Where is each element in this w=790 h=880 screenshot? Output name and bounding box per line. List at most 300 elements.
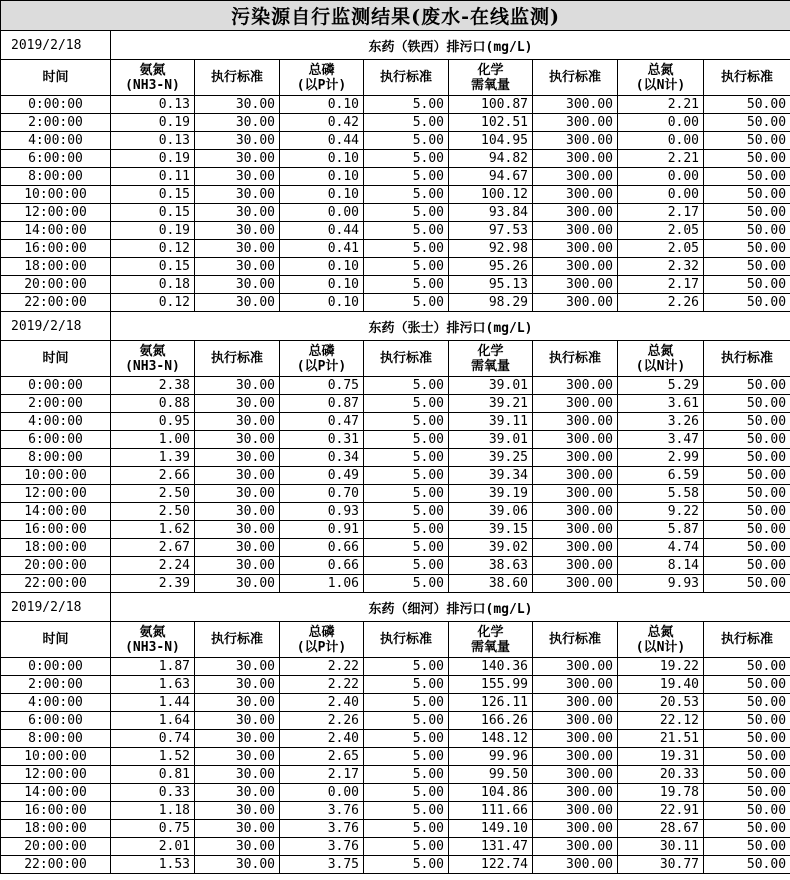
value-cell: 50.00 xyxy=(704,240,790,258)
table-row xyxy=(1,395,790,413)
column-header: 氨氮 (NH3-N) xyxy=(111,341,195,377)
value-cell: 22.91 xyxy=(618,802,704,820)
value-cell: 0.18 xyxy=(111,276,195,294)
value-cell: 94.82 xyxy=(449,150,533,168)
value-cell: 50.00 xyxy=(704,748,790,766)
value-cell: 5.00 xyxy=(364,294,449,312)
value-cell: 1.06 xyxy=(280,575,364,593)
value-cell: 300.00 xyxy=(533,150,618,168)
value-cell: 97.53 xyxy=(449,222,533,240)
value-cell: 300.00 xyxy=(533,449,618,467)
value-cell: 39.01 xyxy=(449,377,533,395)
value-cell: 0.75 xyxy=(280,377,364,395)
value-cell: 50.00 xyxy=(704,395,790,413)
value-cell: 6.59 xyxy=(618,467,704,485)
table-row xyxy=(1,820,790,838)
time-cell: 8:00:00 xyxy=(1,730,111,748)
table-row xyxy=(1,377,790,395)
value-cell: 50.00 xyxy=(704,258,790,276)
table-row xyxy=(1,413,790,431)
value-cell: 3.76 xyxy=(280,838,364,856)
column-header: 总氮 (以N计) xyxy=(618,341,704,377)
time-cell: 20:00:00 xyxy=(1,838,111,856)
time-cell: 2:00:00 xyxy=(1,114,111,132)
value-cell: 30.00 xyxy=(195,856,280,874)
value-cell: 5.00 xyxy=(364,748,449,766)
value-cell: 30.00 xyxy=(195,413,280,431)
value-cell: 30.00 xyxy=(195,521,280,539)
table-row xyxy=(1,467,790,485)
value-cell: 5.00 xyxy=(364,485,449,503)
table-row xyxy=(1,838,790,856)
value-cell: 50.00 xyxy=(704,521,790,539)
value-cell: 300.00 xyxy=(533,395,618,413)
value-cell: 50.00 xyxy=(704,676,790,694)
time-cell: 22:00:00 xyxy=(1,575,111,593)
value-cell: 5.00 xyxy=(364,449,449,467)
value-cell: 3.47 xyxy=(618,431,704,449)
table-row xyxy=(1,766,790,784)
value-cell: 50.00 xyxy=(704,658,790,676)
value-cell: 30.00 xyxy=(195,186,280,204)
section-header-row xyxy=(1,593,790,622)
value-cell: 30.00 xyxy=(195,467,280,485)
value-cell: 30.00 xyxy=(195,503,280,521)
value-cell: 5.00 xyxy=(364,168,449,186)
value-cell: 2.26 xyxy=(280,712,364,730)
value-cell: 30.11 xyxy=(618,838,704,856)
value-cell: 5.00 xyxy=(364,503,449,521)
value-cell: 30.00 xyxy=(195,449,280,467)
table-row xyxy=(1,240,790,258)
value-cell: 5.00 xyxy=(364,730,449,748)
value-cell: 39.06 xyxy=(449,503,533,521)
value-cell: 98.29 xyxy=(449,294,533,312)
column-header: 执行标准 xyxy=(195,60,280,96)
table-row xyxy=(1,676,790,694)
value-cell: 2.05 xyxy=(618,222,704,240)
value-cell: 2.38 xyxy=(111,377,195,395)
value-cell: 300.00 xyxy=(533,730,618,748)
value-cell: 3.26 xyxy=(618,413,704,431)
value-cell: 0.70 xyxy=(280,485,364,503)
value-cell: 104.86 xyxy=(449,784,533,802)
table-row xyxy=(1,204,790,222)
value-cell: 50.00 xyxy=(704,838,790,856)
value-cell: 5.58 xyxy=(618,485,704,503)
value-cell: 300.00 xyxy=(533,784,618,802)
value-cell: 100.12 xyxy=(449,186,533,204)
value-cell: 30.00 xyxy=(195,820,280,838)
time-cell: 12:00:00 xyxy=(1,485,111,503)
title-row xyxy=(1,1,790,31)
value-cell: 50.00 xyxy=(704,766,790,784)
value-cell: 0.75 xyxy=(111,820,195,838)
value-cell: 300.00 xyxy=(533,521,618,539)
value-cell: 126.11 xyxy=(449,694,533,712)
value-cell: 2.01 xyxy=(111,838,195,856)
value-cell: 5.00 xyxy=(364,276,449,294)
value-cell: 2.26 xyxy=(618,294,704,312)
section-outlet-title: 东药（细河）排污口(mg/L) xyxy=(111,593,790,622)
value-cell: 300.00 xyxy=(533,748,618,766)
value-cell: 300.00 xyxy=(533,258,618,276)
value-cell: 99.50 xyxy=(449,766,533,784)
table-row xyxy=(1,557,790,575)
column-header: 氨氮 (NH3-N) xyxy=(111,60,195,96)
value-cell: 104.95 xyxy=(449,132,533,150)
value-cell: 2.67 xyxy=(111,539,195,557)
value-cell: 30.00 xyxy=(195,784,280,802)
value-cell: 3.75 xyxy=(280,856,364,874)
column-header: 总磷 (以P计) xyxy=(280,60,364,96)
page-title: 污染源自行监测结果(废水-在线监测) xyxy=(1,1,790,31)
value-cell: 300.00 xyxy=(533,557,618,575)
section-outlet-title: 东药（张士）排污口(mg/L) xyxy=(111,312,790,341)
table-row xyxy=(1,730,790,748)
value-cell: 0.44 xyxy=(280,132,364,150)
value-cell: 95.26 xyxy=(449,258,533,276)
value-cell: 0.15 xyxy=(111,258,195,276)
value-cell: 300.00 xyxy=(533,431,618,449)
value-cell: 148.12 xyxy=(449,730,533,748)
value-cell: 300.00 xyxy=(533,186,618,204)
value-cell: 2.40 xyxy=(280,730,364,748)
value-cell: 0.42 xyxy=(280,114,364,132)
value-cell: 0.15 xyxy=(111,186,195,204)
column-header: 总氮 (以N计) xyxy=(618,60,704,96)
column-header: 执行标准 xyxy=(364,60,449,96)
time-cell: 22:00:00 xyxy=(1,856,111,874)
value-cell: 50.00 xyxy=(704,712,790,730)
time-cell: 18:00:00 xyxy=(1,258,111,276)
value-cell: 0.00 xyxy=(280,204,364,222)
value-cell: 2.99 xyxy=(618,449,704,467)
value-cell: 38.60 xyxy=(449,575,533,593)
value-cell: 30.00 xyxy=(195,658,280,676)
value-cell: 50.00 xyxy=(704,503,790,521)
table-row xyxy=(1,784,790,802)
time-cell: 20:00:00 xyxy=(1,557,111,575)
value-cell: 30.00 xyxy=(195,258,280,276)
value-cell: 19.40 xyxy=(618,676,704,694)
time-cell: 22:00:00 xyxy=(1,294,111,312)
value-cell: 5.00 xyxy=(364,694,449,712)
value-cell: 39.34 xyxy=(449,467,533,485)
value-cell: 5.00 xyxy=(364,802,449,820)
value-cell: 30.00 xyxy=(195,276,280,294)
value-cell: 5.00 xyxy=(364,676,449,694)
value-cell: 0.13 xyxy=(111,96,195,114)
value-cell: 92.98 xyxy=(449,240,533,258)
section-header-row xyxy=(1,312,790,341)
value-cell: 50.00 xyxy=(704,150,790,168)
value-cell: 39.02 xyxy=(449,539,533,557)
time-cell: 16:00:00 xyxy=(1,240,111,258)
value-cell: 30.00 xyxy=(195,294,280,312)
time-cell: 14:00:00 xyxy=(1,222,111,240)
value-cell: 0.34 xyxy=(280,449,364,467)
value-cell: 50.00 xyxy=(704,694,790,712)
value-cell: 30.00 xyxy=(195,168,280,186)
value-cell: 0.49 xyxy=(280,467,364,485)
value-cell: 5.00 xyxy=(364,575,449,593)
value-cell: 1.00 xyxy=(111,431,195,449)
value-cell: 50.00 xyxy=(704,294,790,312)
value-cell: 0.87 xyxy=(280,395,364,413)
value-cell: 300.00 xyxy=(533,856,618,874)
time-cell: 8:00:00 xyxy=(1,168,111,186)
column-header: 时间 xyxy=(1,60,111,96)
value-cell: 30.00 xyxy=(195,694,280,712)
value-cell: 149.10 xyxy=(449,820,533,838)
column-header: 执行标准 xyxy=(195,622,280,658)
value-cell: 50.00 xyxy=(704,132,790,150)
value-cell: 5.00 xyxy=(364,222,449,240)
table-row xyxy=(1,132,790,150)
value-cell: 50.00 xyxy=(704,467,790,485)
value-cell: 5.29 xyxy=(618,377,704,395)
value-cell: 300.00 xyxy=(533,658,618,676)
column-header: 总氮 (以N计) xyxy=(618,622,704,658)
value-cell: 0.15 xyxy=(111,204,195,222)
table-row xyxy=(1,539,790,557)
value-cell: 5.00 xyxy=(364,204,449,222)
value-cell: 8.14 xyxy=(618,557,704,575)
time-cell: 14:00:00 xyxy=(1,503,111,521)
value-cell: 22.12 xyxy=(618,712,704,730)
value-cell: 50.00 xyxy=(704,730,790,748)
value-cell: 2.17 xyxy=(280,766,364,784)
value-cell: 2.22 xyxy=(280,676,364,694)
value-cell: 0.19 xyxy=(111,150,195,168)
section-outlet-title: 东药（铁西）排污口(mg/L) xyxy=(111,31,790,60)
value-cell: 1.62 xyxy=(111,521,195,539)
value-cell: 300.00 xyxy=(533,676,618,694)
column-header: 执行标准 xyxy=(533,341,618,377)
value-cell: 50.00 xyxy=(704,575,790,593)
value-cell: 50.00 xyxy=(704,820,790,838)
value-cell: 5.00 xyxy=(364,114,449,132)
value-cell: 19.31 xyxy=(618,748,704,766)
value-cell: 50.00 xyxy=(704,204,790,222)
value-cell: 5.00 xyxy=(364,856,449,874)
value-cell: 300.00 xyxy=(533,240,618,258)
value-cell: 5.00 xyxy=(364,766,449,784)
column-header: 执行标准 xyxy=(704,60,790,96)
table-row xyxy=(1,712,790,730)
value-cell: 0.10 xyxy=(280,294,364,312)
column-header: 氨氮 (NH3-N) xyxy=(111,622,195,658)
value-cell: 2.50 xyxy=(111,503,195,521)
value-cell: 300.00 xyxy=(533,820,618,838)
value-cell: 2.21 xyxy=(618,150,704,168)
value-cell: 0.91 xyxy=(280,521,364,539)
time-cell: 2:00:00 xyxy=(1,676,111,694)
value-cell: 38.63 xyxy=(449,557,533,575)
value-cell: 30.00 xyxy=(195,557,280,575)
time-cell: 8:00:00 xyxy=(1,449,111,467)
value-cell: 1.53 xyxy=(111,856,195,874)
value-cell: 50.00 xyxy=(704,856,790,874)
value-cell: 2.65 xyxy=(280,748,364,766)
value-cell: 50.00 xyxy=(704,784,790,802)
value-cell: 9.93 xyxy=(618,575,704,593)
value-cell: 0.10 xyxy=(280,258,364,276)
table-row xyxy=(1,658,790,676)
time-cell: 0:00:00 xyxy=(1,96,111,114)
value-cell: 0.00 xyxy=(618,186,704,204)
value-cell: 4.74 xyxy=(618,539,704,557)
value-cell: 5.00 xyxy=(364,413,449,431)
value-cell: 50.00 xyxy=(704,557,790,575)
table-row xyxy=(1,694,790,712)
value-cell: 50.00 xyxy=(704,168,790,186)
value-cell: 30.00 xyxy=(195,575,280,593)
value-cell: 2.21 xyxy=(618,96,704,114)
value-cell: 1.52 xyxy=(111,748,195,766)
table-row xyxy=(1,431,790,449)
value-cell: 131.47 xyxy=(449,838,533,856)
value-cell: 0.10 xyxy=(280,186,364,204)
time-cell: 0:00:00 xyxy=(1,377,111,395)
value-cell: 50.00 xyxy=(704,222,790,240)
time-cell: 12:00:00 xyxy=(1,766,111,784)
value-cell: 3.76 xyxy=(280,802,364,820)
value-cell: 2.39 xyxy=(111,575,195,593)
value-cell: 30.00 xyxy=(195,676,280,694)
value-cell: 5.00 xyxy=(364,377,449,395)
value-cell: 300.00 xyxy=(533,485,618,503)
value-cell: 5.00 xyxy=(364,820,449,838)
column-header: 化学 需氧量 xyxy=(449,60,533,96)
value-cell: 0.66 xyxy=(280,557,364,575)
value-cell: 5.00 xyxy=(364,658,449,676)
value-cell: 5.00 xyxy=(364,258,449,276)
value-cell: 140.36 xyxy=(449,658,533,676)
value-cell: 0.12 xyxy=(111,240,195,258)
value-cell: 1.44 xyxy=(111,694,195,712)
value-cell: 5.00 xyxy=(364,521,449,539)
value-cell: 2.40 xyxy=(280,694,364,712)
value-cell: 166.26 xyxy=(449,712,533,730)
value-cell: 300.00 xyxy=(533,575,618,593)
time-cell: 6:00:00 xyxy=(1,431,111,449)
value-cell: 5.00 xyxy=(364,467,449,485)
value-cell: 300.00 xyxy=(533,838,618,856)
value-cell: 1.64 xyxy=(111,712,195,730)
time-cell: 18:00:00 xyxy=(1,820,111,838)
value-cell: 0.47 xyxy=(280,413,364,431)
table-row xyxy=(1,294,790,312)
value-cell: 50.00 xyxy=(704,413,790,431)
value-cell: 300.00 xyxy=(533,96,618,114)
time-cell: 18:00:00 xyxy=(1,539,111,557)
value-cell: 0.00 xyxy=(618,114,704,132)
value-cell: 300.00 xyxy=(533,132,618,150)
value-cell: 5.00 xyxy=(364,240,449,258)
value-cell: 100.87 xyxy=(449,96,533,114)
value-cell: 19.78 xyxy=(618,784,704,802)
value-cell: 2.17 xyxy=(618,204,704,222)
value-cell: 93.84 xyxy=(449,204,533,222)
value-cell: 39.19 xyxy=(449,485,533,503)
value-cell: 30.00 xyxy=(195,712,280,730)
value-cell: 50.00 xyxy=(704,539,790,557)
value-cell: 0.74 xyxy=(111,730,195,748)
column-header: 执行标准 xyxy=(704,341,790,377)
value-cell: 39.21 xyxy=(449,395,533,413)
column-header: 执行标准 xyxy=(533,622,618,658)
value-cell: 0.88 xyxy=(111,395,195,413)
value-cell: 94.67 xyxy=(449,168,533,186)
table-row xyxy=(1,521,790,539)
column-header: 时间 xyxy=(1,622,111,658)
table-row xyxy=(1,449,790,467)
table-row xyxy=(1,168,790,186)
value-cell: 50.00 xyxy=(704,114,790,132)
value-cell: 30.00 xyxy=(195,766,280,784)
value-cell: 50.00 xyxy=(704,802,790,820)
value-cell: 28.67 xyxy=(618,820,704,838)
value-cell: 5.00 xyxy=(364,96,449,114)
value-cell: 50.00 xyxy=(704,377,790,395)
time-cell: 2:00:00 xyxy=(1,395,111,413)
value-cell: 30.00 xyxy=(195,150,280,168)
value-cell: 5.00 xyxy=(364,150,449,168)
time-cell: 16:00:00 xyxy=(1,521,111,539)
value-cell: 50.00 xyxy=(704,485,790,503)
value-cell: 39.01 xyxy=(449,431,533,449)
value-cell: 30.00 xyxy=(195,802,280,820)
time-cell: 20:00:00 xyxy=(1,276,111,294)
value-cell: 50.00 xyxy=(704,431,790,449)
section-date: 2019/2/18 xyxy=(1,31,111,60)
value-cell: 21.51 xyxy=(618,730,704,748)
value-cell: 0.19 xyxy=(111,114,195,132)
value-cell: 300.00 xyxy=(533,222,618,240)
time-cell: 6:00:00 xyxy=(1,712,111,730)
value-cell: 30.00 xyxy=(195,838,280,856)
value-cell: 300.00 xyxy=(533,204,618,222)
table-row xyxy=(1,485,790,503)
value-cell: 50.00 xyxy=(704,96,790,114)
value-cell: 155.99 xyxy=(449,676,533,694)
value-cell: 300.00 xyxy=(533,766,618,784)
value-cell: 0.10 xyxy=(280,276,364,294)
value-cell: 30.00 xyxy=(195,485,280,503)
column-header-row xyxy=(1,60,790,96)
value-cell: 50.00 xyxy=(704,449,790,467)
time-cell: 16:00:00 xyxy=(1,802,111,820)
value-cell: 30.00 xyxy=(195,748,280,766)
value-cell: 0.95 xyxy=(111,413,195,431)
column-header: 执行标准 xyxy=(533,60,618,96)
value-cell: 30.00 xyxy=(195,96,280,114)
time-cell: 0:00:00 xyxy=(1,658,111,676)
value-cell: 0.66 xyxy=(280,539,364,557)
value-cell: 20.33 xyxy=(618,766,704,784)
section-date: 2019/2/18 xyxy=(1,593,111,622)
table-row xyxy=(1,503,790,521)
column-header: 执行标准 xyxy=(195,341,280,377)
value-cell: 0.44 xyxy=(280,222,364,240)
value-cell: 0.10 xyxy=(280,96,364,114)
value-cell: 9.22 xyxy=(618,503,704,521)
value-cell: 0.93 xyxy=(280,503,364,521)
value-cell: 1.87 xyxy=(111,658,195,676)
value-cell: 30.00 xyxy=(195,395,280,413)
